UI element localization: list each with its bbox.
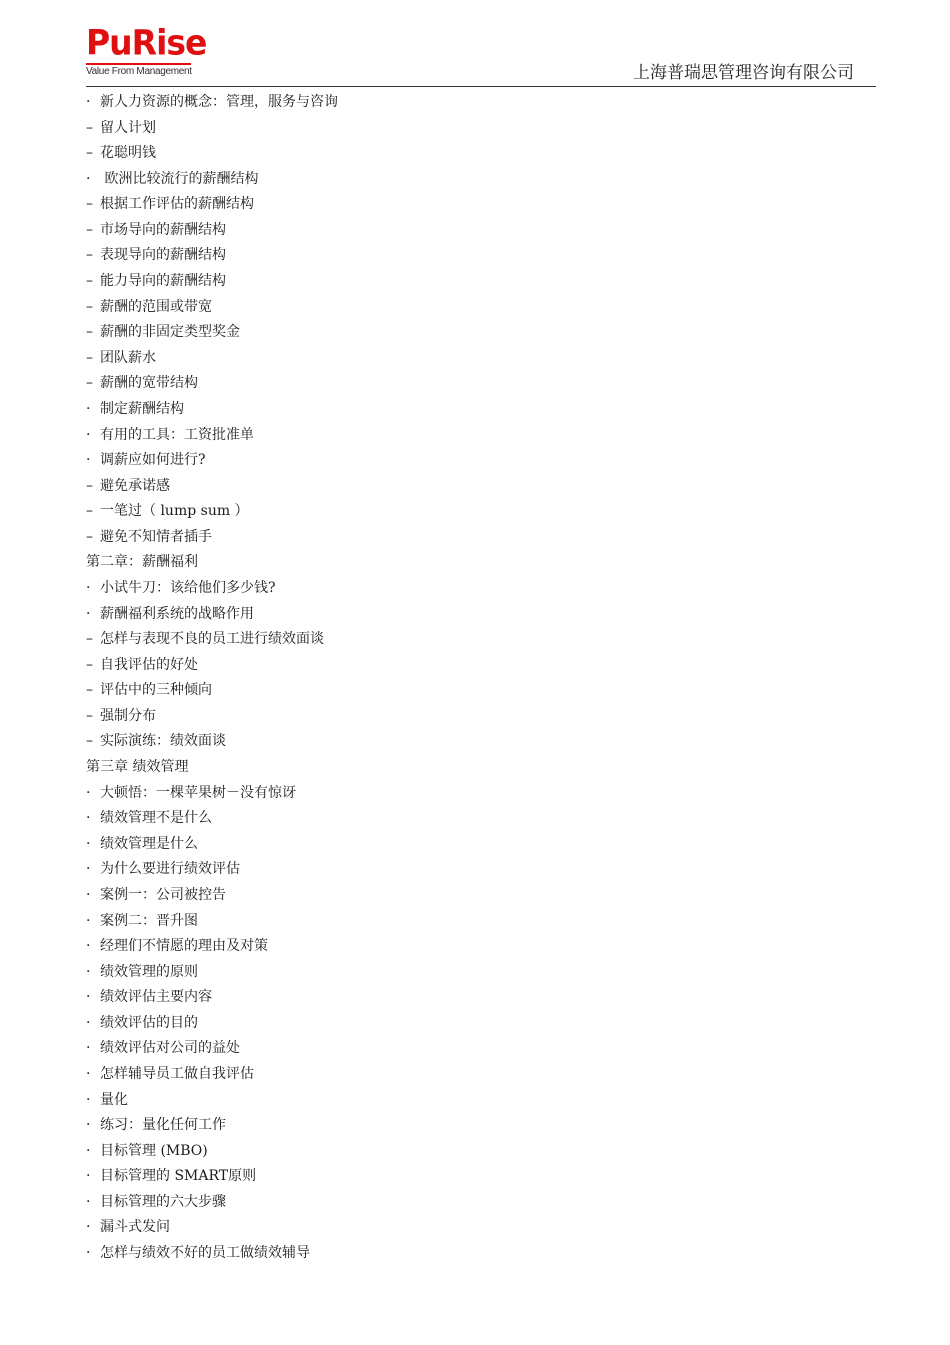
- outline-text: 根据工作评估的薪酬结构: [100, 196, 254, 213]
- outline-text: 市场导向的薪酬结构: [100, 221, 226, 238]
- bullet-marker: ·: [86, 426, 91, 443]
- outline-item: [86, 269, 876, 295]
- outline-item: [86, 525, 876, 551]
- outline-text: 绩效管理的原则: [100, 963, 198, 980]
- outline-text: 薪酬的宽带结构: [100, 375, 198, 392]
- outline-item: [86, 371, 876, 397]
- outline-item: [86, 1036, 876, 1062]
- outline-item: [86, 243, 876, 269]
- bullet-marker: ·: [86, 784, 91, 801]
- outline-item: [86, 576, 876, 602]
- outline-text: 第二章：薪酬福利: [86, 554, 198, 571]
- outline-text: 绩效管理是什么: [100, 835, 198, 852]
- outline-item: [86, 602, 876, 628]
- outline-item: [86, 423, 876, 449]
- bullet-marker: ·: [86, 452, 91, 469]
- outline-item: [86, 781, 876, 807]
- outline-item: [86, 1062, 876, 1088]
- outline-item: [86, 704, 876, 730]
- bullet-marker: ·: [86, 94, 91, 110]
- bullet-marker: ·: [86, 861, 91, 878]
- dash-marker: –: [86, 196, 93, 213]
- outline-text: 调薪应如何进行?: [100, 452, 206, 469]
- outline-item: [86, 1011, 876, 1037]
- dash-marker: –: [86, 707, 93, 724]
- chapter-heading: [86, 550, 876, 576]
- outline-item: [86, 678, 876, 704]
- dash-marker: –: [86, 349, 93, 366]
- outline-text: 强制分布: [100, 707, 156, 724]
- dash-marker: –: [86, 477, 93, 494]
- bullet-marker: ·: [86, 1117, 91, 1134]
- logo-wordmark: PuRise: [86, 22, 207, 63]
- outline-text: 目标管理的 SMART原则: [100, 1168, 257, 1185]
- outline-item: [86, 883, 876, 909]
- outline-text: 有用的工具：工资批准单: [100, 426, 254, 443]
- dash-marker: –: [86, 503, 93, 520]
- bullet-marker: ·: [86, 605, 91, 622]
- bullet-marker: ·: [86, 170, 91, 187]
- bullet-marker: ·: [86, 938, 91, 955]
- bullet-marker: ·: [86, 1168, 91, 1185]
- bullet-marker: ·: [86, 1245, 91, 1262]
- outline-text: 新人力资源的概念：管理，服务与咨询: [100, 94, 338, 110]
- outline-item: [86, 116, 876, 142]
- dash-marker: –: [86, 145, 93, 162]
- outline-text: 避免承诺感: [100, 477, 170, 494]
- outline-text: 经理们不情愿的理由及对策: [100, 938, 268, 955]
- outline-text: 第三章 绩效管理: [86, 759, 189, 776]
- outline-item: [86, 985, 876, 1011]
- outline-item: [86, 499, 876, 525]
- outline-item: [86, 320, 876, 346]
- document-body: [86, 90, 876, 1267]
- outline-text: 薪酬的范围或带宽: [100, 298, 212, 315]
- dash-marker: –: [86, 528, 93, 545]
- outline-text: 为什么要进行绩效评估: [100, 861, 240, 878]
- dash-marker: –: [86, 631, 93, 648]
- outline-text: 目标管理 (MBO): [100, 1142, 208, 1159]
- outline-text: 量化: [100, 1091, 128, 1108]
- bullet-marker: ·: [86, 1014, 91, 1031]
- outline-item: [86, 1088, 876, 1114]
- outline-text: 怎样与绩效不好的员工做绩效辅导: [100, 1245, 310, 1262]
- outline-text: 怎样与表现不良的员工进行绩效面谈: [100, 631, 324, 648]
- outline-text: 避免不知情者插手: [100, 528, 212, 545]
- dash-marker: –: [86, 324, 93, 341]
- outline-text: 一笔过（ lump sum ）: [100, 503, 249, 520]
- outline-text: 表现导向的薪酬结构: [100, 247, 226, 264]
- page-header: [0, 0, 950, 90]
- outline-item: [86, 909, 876, 935]
- outline-item: [86, 1215, 876, 1241]
- outline-item: [86, 474, 876, 500]
- outline-text: 目标管理的六大步骤: [100, 1193, 226, 1210]
- bullet-marker: ·: [86, 835, 91, 852]
- outline-item: [86, 1113, 876, 1139]
- outline-item: [86, 857, 876, 883]
- outline-text: 欧洲比较流行的薪酬结构: [100, 170, 259, 187]
- outline-item: [86, 653, 876, 679]
- outline-item: [86, 448, 876, 474]
- dash-marker: –: [86, 221, 93, 238]
- bullet-marker: ·: [86, 1193, 91, 1210]
- outline-text: 绩效评估主要内容: [100, 989, 212, 1006]
- outline-item: [86, 627, 876, 653]
- outline-item: [86, 1139, 876, 1165]
- outline-item: [86, 729, 876, 755]
- dash-marker: –: [86, 682, 93, 699]
- outline-text: 小试牛刀：该给他们多少钱?: [100, 579, 276, 596]
- outline-text: 评估中的三种倾向: [100, 682, 212, 699]
- outline-text: 制定薪酬结构: [100, 400, 184, 417]
- outline-item: [86, 960, 876, 986]
- outline-text: 练习：量化任何工作: [100, 1117, 226, 1134]
- bullet-marker: ·: [86, 886, 91, 903]
- outline-text: 案例一：公司被控告: [100, 886, 226, 903]
- outline-text: 绩效管理不是什么: [100, 810, 212, 827]
- outline-item: [86, 218, 876, 244]
- dash-marker: –: [86, 375, 93, 392]
- purise-logo: [86, 22, 206, 82]
- bullet-marker: ·: [86, 400, 91, 417]
- outline-text: 团队薪水: [100, 349, 156, 366]
- outline-item: [86, 1241, 876, 1267]
- outline-item: [86, 141, 876, 167]
- outline-item: [86, 192, 876, 218]
- bullet-marker: ·: [86, 1091, 91, 1108]
- outline-text: 漏斗式发问: [100, 1219, 170, 1236]
- dash-marker: –: [86, 273, 93, 290]
- dash-marker: –: [86, 656, 93, 673]
- outline-text: 怎样辅导员工做自我评估: [100, 1065, 254, 1082]
- outline-item: [86, 90, 876, 116]
- outline-item: [86, 295, 876, 321]
- bullet-marker: ·: [86, 1142, 91, 1159]
- header-divider: [86, 86, 876, 87]
- logo-underline: [86, 63, 191, 65]
- company-name: 上海普瑞思管理咨询有限公司: [633, 63, 854, 83]
- outline-text: 能力导向的薪酬结构: [100, 273, 226, 290]
- logo-tagline: Value From Management: [86, 66, 192, 77]
- bullet-marker: ·: [86, 1040, 91, 1057]
- outline-text: 大顿悟：一棵苹果树－没有惊讶: [100, 784, 296, 801]
- outline-item: [86, 167, 876, 193]
- dash-marker: –: [86, 298, 93, 315]
- dash-marker: –: [86, 119, 93, 136]
- dash-marker: –: [86, 247, 93, 264]
- outline-item: [86, 1164, 876, 1190]
- outline-text: 自我评估的好处: [100, 656, 198, 673]
- outline-item: [86, 397, 876, 423]
- outline-text: 绩效评估对公司的益处: [100, 1040, 240, 1057]
- bullet-marker: ·: [86, 1065, 91, 1082]
- bullet-marker: ·: [86, 810, 91, 827]
- outline-item: [86, 934, 876, 960]
- outline-text: 薪酬的非固定类型奖金: [100, 324, 240, 341]
- outline-text: 留人计划: [100, 119, 156, 136]
- bullet-marker: ·: [86, 579, 91, 596]
- outline-text: 案例二：晋升图: [100, 912, 198, 929]
- bullet-marker: ·: [86, 989, 91, 1006]
- chapter-heading: [86, 755, 876, 781]
- outline-item: [86, 1190, 876, 1216]
- bullet-marker: ·: [86, 912, 91, 929]
- outline-text: 花聪明钱: [100, 145, 156, 162]
- outline-item: [86, 832, 876, 858]
- outline-text: 绩效评估的目的: [100, 1014, 198, 1031]
- outline-text: 实际演练：绩效面谈: [100, 733, 226, 750]
- outline-item: [86, 346, 876, 372]
- outline-item: [86, 806, 876, 832]
- outline-text: 薪酬福利系统的战略作用: [100, 605, 254, 622]
- bullet-marker: ·: [86, 1219, 91, 1236]
- bullet-marker: ·: [86, 963, 91, 980]
- dash-marker: –: [86, 733, 93, 750]
